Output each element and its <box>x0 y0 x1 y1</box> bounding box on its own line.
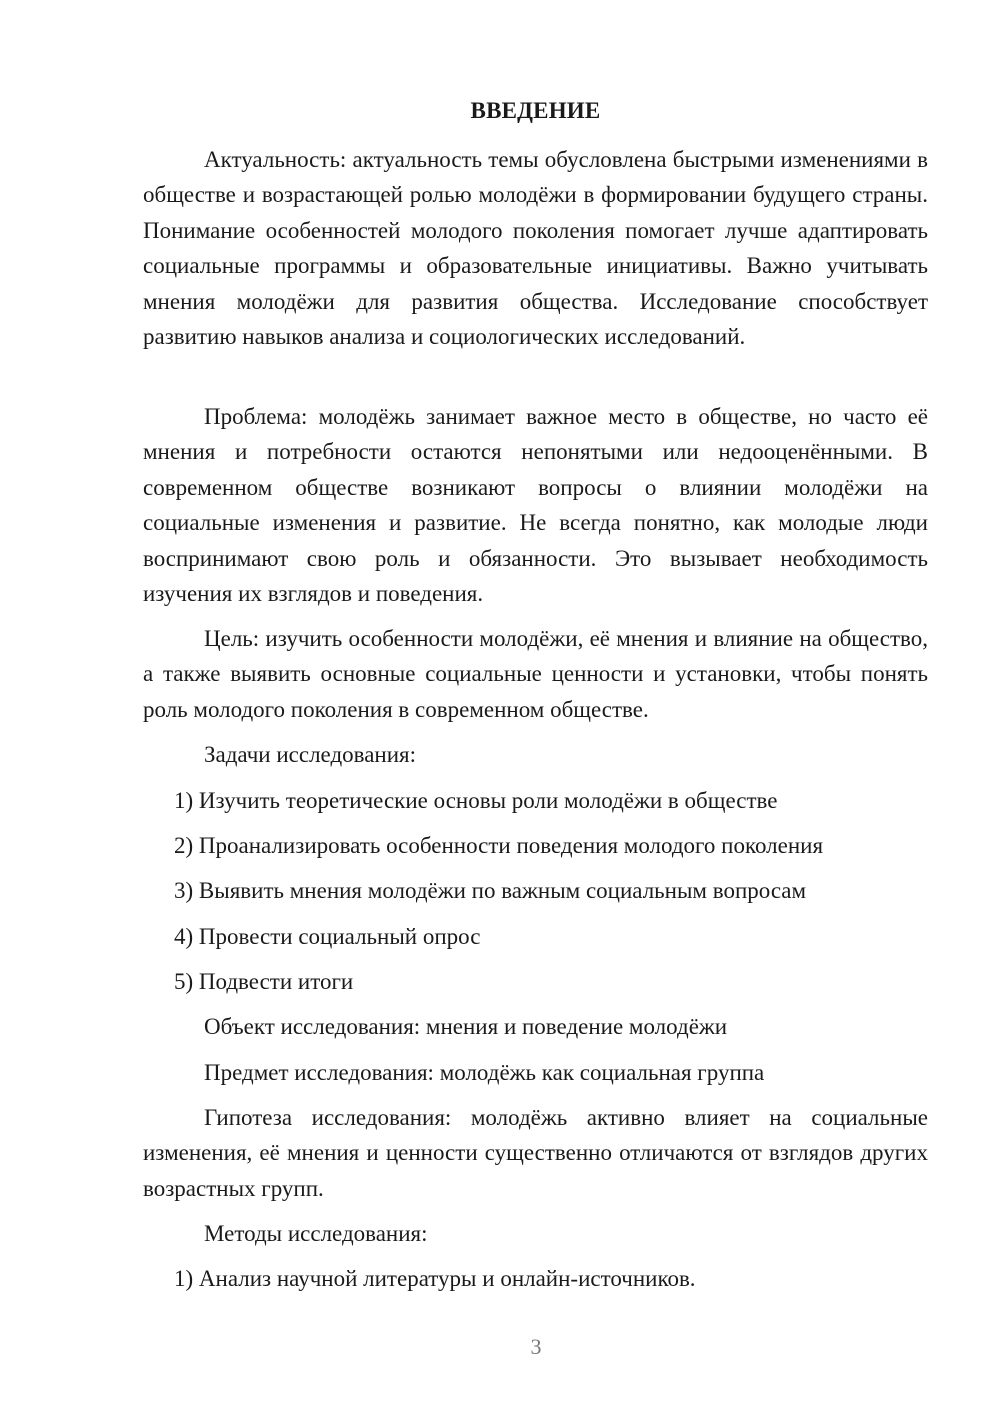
task-item: 3) Выявить мнения молодёжи по важным социальным вопросам <box>174 878 807 903</box>
problem-paragraph: Проблема: молодёжь занимает важное место в обществе, но часто её мнения и потребности остаются непонятыми или недооценёнными. В современном обществе возникают вопросы о влиянии молодёжи на социальные изменения и развитие. Не всегда понятно, как молодые люди воспринимают свою роль и обязанности. Это вызывает необходимость изучения их взглядов и поведения. <box>143 404 928 607</box>
task-item: 5) Подвести итоги <box>174 969 354 994</box>
task-item: 2) Проанализировать особенности поведения молодого поколения <box>174 833 824 858</box>
method-item: 1) Анализ научной литературы и онлайн-источников. <box>174 1266 696 1291</box>
section-title: ВВЕДЕНИЕ <box>470 98 601 123</box>
relevance-paragraph: Актуальность: актуальность темы обусловлена быстрыми изменениями в обществе и возрастающей ролью молодёжи в формировании будущего страны. Понимание особенностей молодого поколения помогает лучше адаптировать социальные программы и образовательные инициативы. Важно учитывать мнения молодёжи для развития общества. Исследование способствует развитию навыков анализа и социологических исследований. <box>143 147 928 350</box>
tasks-heading: Задачи исследования: <box>204 742 417 767</box>
page-number: 3 <box>530 1334 542 1359</box>
research-object: Объект исследования: мнения и поведение молодёжи <box>204 1014 728 1039</box>
research-subject: Предмет исследования: молодёжь как социальная группа <box>204 1060 765 1085</box>
task-item: 1) Изучить теоретические основы роли молодёжи в обществе <box>174 788 778 813</box>
goal-paragraph: Цель: изучить особенности молодёжи, её мнения и влияние на общество, а также выявить основные социальные ценности и установки, чтобы понять роль молодого поколения в современном обществе. <box>143 626 928 722</box>
hypothesis-paragraph: Гипотеза исследования: молодёжь активно влияет на социальные изменения, её мнения и ценности существенно отличаются от взглядов других возрастных групп. <box>143 1105 928 1201</box>
task-item: 4) Провести социальный опрос <box>174 924 481 949</box>
methods-heading: Методы исследования: <box>204 1221 428 1246</box>
